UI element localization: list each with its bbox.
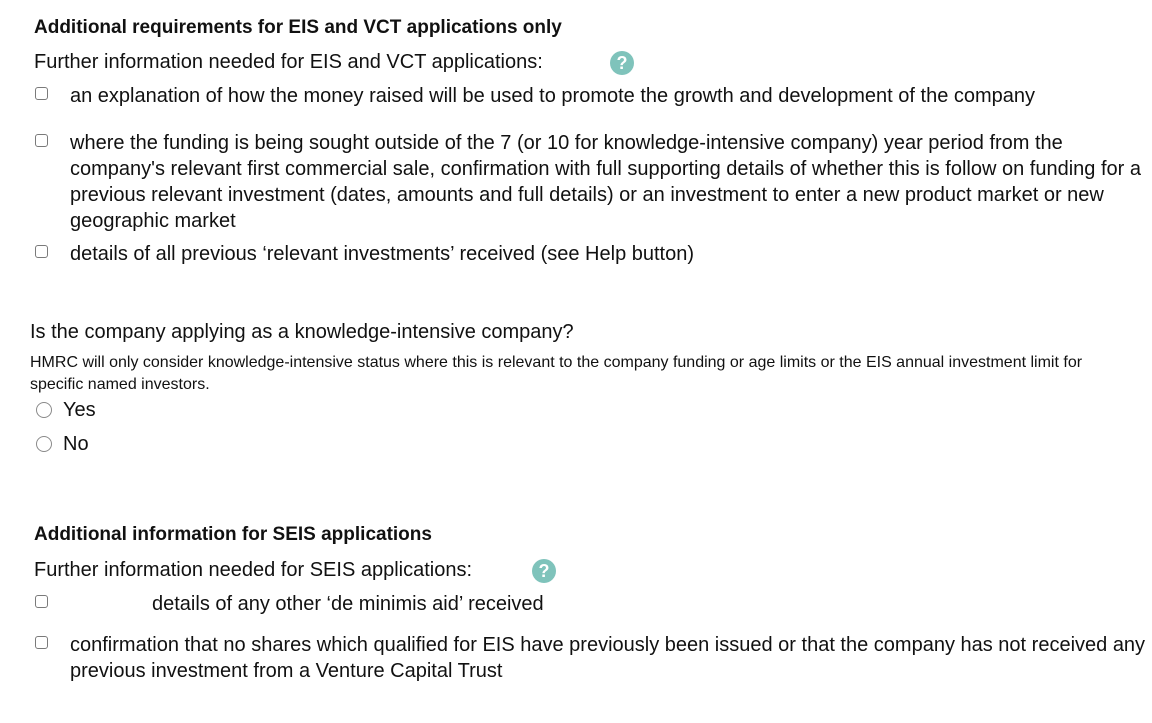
seis-intro: Further information needed for SEIS applications:: [34, 559, 473, 581]
eis-item-1-checkbox[interactable]: [35, 87, 48, 100]
eis-item-3-checkbox[interactable]: [35, 245, 48, 258]
eis-help-icon[interactable]: ?: [610, 51, 634, 75]
seis-item-1-checkbox[interactable]: [35, 595, 48, 608]
radio-no[interactable]: [36, 436, 52, 452]
eis-vct-heading: Additional requirements for EIS and VCT applications only: [34, 17, 562, 38]
radio-yes[interactable]: [36, 402, 52, 418]
seis-item-1-label: details of any other ‘de minimis aid’ received: [152, 593, 544, 615]
seis-heading: Additional information for SEIS applications: [34, 524, 432, 545]
knowledge-intensive-note: HMRC will only consider knowledge-intensive status where this is relevant to the company funding or age limits or the EIS annual investment limit for specific named investors.: [30, 354, 1083, 393]
knowledge-intensive-question: Is the company applying as a knowledge-intensive company?: [30, 321, 574, 343]
eis-vct-intro: Further information needed for EIS and VCT applications:: [34, 51, 543, 73]
eis-item-2-label: where the funding is being sought outside of the 7 (or 10 for knowledge-intensive company) year period from the company's relevant first commercial sale, confirmation with full supporting details of whether this is follow on funding for a previous relevant investment (dates, amounts and full details) or an investment to enter a new product market or new geographic market: [70, 132, 1141, 232]
eis-item-1-label: an explanation of how the money raised will be used to promote the growth and development of the company: [70, 85, 1036, 107]
eis-item-3-label: details of all previous ‘relevant investments’ received (see Help button): [70, 243, 695, 265]
radio-yes-label[interactable]: Yes: [63, 399, 96, 421]
eis-item-2-checkbox[interactable]: [35, 134, 48, 147]
seis-item-2-checkbox[interactable]: [35, 636, 48, 649]
seis-help-icon[interactable]: ?: [532, 559, 556, 583]
radio-no-label[interactable]: No: [63, 433, 89, 455]
seis-item-2-label: confirmation that no shares which qualified for EIS have previously been issued or that the company has not received any previous investment from a Venture Capital Trust: [70, 634, 1146, 682]
